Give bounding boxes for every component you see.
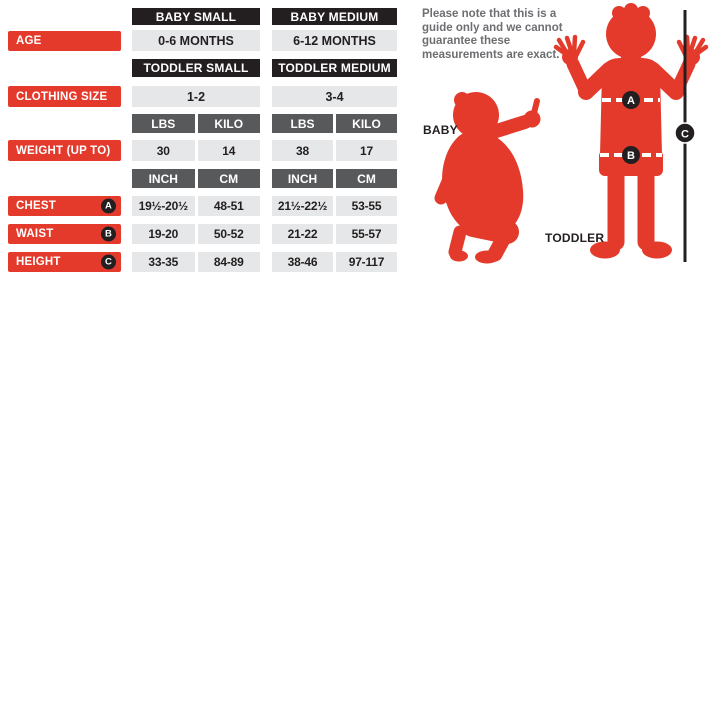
length-units-medium bbox=[272, 169, 397, 188]
toddler-medium-header bbox=[272, 59, 397, 77]
height-cm-value-text: 84-89 bbox=[213, 255, 244, 269]
marker-b-badge bbox=[101, 227, 116, 242]
weight-kilo-value-text: 17 bbox=[360, 143, 373, 158]
row-label-weight-text: WEIGHT (UP TO) bbox=[16, 144, 111, 157]
row-label-height-text: HEIGHT bbox=[16, 256, 61, 268]
figure-marker-b bbox=[622, 146, 640, 164]
waist-inch-value bbox=[272, 224, 333, 244]
chest-values-medium bbox=[272, 196, 397, 216]
weight-lbs-value bbox=[132, 140, 195, 161]
weight-lbs-value bbox=[272, 140, 333, 161]
height-inch-value bbox=[132, 252, 195, 272]
inch-header bbox=[272, 169, 333, 188]
cm-header bbox=[198, 169, 261, 188]
height-values-medium bbox=[272, 252, 397, 272]
inch-header bbox=[132, 169, 195, 188]
column-baby-small bbox=[132, 0, 260, 285]
row-label-weight bbox=[8, 140, 121, 161]
toddler-figure-label: TODDLER bbox=[545, 231, 605, 245]
weight-values-medium bbox=[272, 140, 397, 161]
row-label-clothing-size bbox=[8, 86, 121, 107]
height-inch-value-text: 38-46 bbox=[287, 255, 318, 269]
lbs-header-text: LBS bbox=[151, 116, 176, 131]
chest-cm-value-text: 53-55 bbox=[351, 199, 382, 213]
waist-cm-value bbox=[198, 224, 261, 244]
toddler-small-header-text: TODDLER SMALL bbox=[143, 61, 249, 75]
baby-small-header bbox=[132, 8, 260, 25]
waist-inch-value-text: 21-22 bbox=[287, 227, 318, 241]
figure-marker-a bbox=[622, 91, 640, 109]
baby-figure-label: BABY bbox=[423, 123, 458, 137]
weight-units-medium bbox=[272, 114, 397, 133]
length-units-small bbox=[132, 169, 260, 188]
row-label-chest bbox=[8, 196, 121, 216]
weight-lbs-value-text: 38 bbox=[296, 143, 309, 158]
height-values-small bbox=[132, 252, 260, 272]
height-inch-value bbox=[272, 252, 333, 272]
chest-inch-value-text: 19½-20½ bbox=[138, 199, 188, 213]
disclaimer-note: Please note that this is a guide only and we cannot guarantee these measurements are exact. bbox=[422, 8, 563, 61]
row-label-age-text: AGE bbox=[16, 35, 42, 47]
marker-b-letter: B bbox=[104, 228, 113, 240]
waist-inch-value bbox=[132, 224, 195, 244]
chest-inch-value bbox=[132, 196, 195, 216]
row-label-age bbox=[8, 31, 121, 51]
chest-cm-value-text: 48-51 bbox=[213, 199, 244, 213]
row-label-clothing-size-text: CLOTHING SIZE bbox=[16, 90, 108, 103]
chest-cm-value bbox=[198, 196, 261, 216]
waist-cm-value-text: 50-52 bbox=[213, 227, 244, 241]
marker-c-badge bbox=[101, 255, 116, 270]
lbs-header bbox=[272, 114, 333, 133]
height-cm-value-text: 97-117 bbox=[348, 255, 385, 269]
marker-c-letter: C bbox=[104, 256, 113, 268]
waist-cm-value-text: 55-57 bbox=[351, 227, 382, 241]
cm-header-text: CM bbox=[219, 171, 239, 186]
waist-values-small bbox=[132, 224, 260, 244]
marker-a-letter: A bbox=[104, 200, 113, 212]
height-cm-value bbox=[336, 252, 397, 272]
figure-marker-a-letter: A bbox=[627, 95, 635, 107]
kilo-header-text: KILO bbox=[214, 116, 244, 131]
inch-header-text: INCH bbox=[287, 171, 318, 186]
clothing-size-value-small-text: 1-2 bbox=[186, 89, 206, 104]
kilo-header bbox=[336, 114, 397, 133]
row-label-chest-text: CHEST bbox=[16, 200, 56, 212]
row-label-waist-text: WAIST bbox=[16, 228, 54, 240]
inch-header-text: INCH bbox=[148, 171, 178, 186]
weight-kilo-value bbox=[336, 140, 397, 161]
weight-values-small bbox=[132, 140, 260, 161]
lbs-header bbox=[132, 114, 195, 133]
chest-values-small bbox=[132, 196, 260, 216]
cm-header-text: CM bbox=[357, 171, 376, 186]
baby-medium-header bbox=[272, 8, 397, 25]
clothing-size-value-small bbox=[132, 86, 260, 107]
age-value-medium bbox=[272, 30, 397, 51]
baby-silhouette-icon bbox=[441, 92, 541, 264]
weight-kilo-value-text: 14 bbox=[222, 143, 236, 158]
baby-small-header-text: BABY SMALL bbox=[155, 9, 237, 24]
chest-inch-value bbox=[272, 196, 333, 216]
figure-marker-c bbox=[675, 123, 695, 143]
age-value-medium-text: 6-12 MONTHS bbox=[293, 33, 376, 48]
weight-lbs-value-text: 30 bbox=[156, 143, 170, 158]
weight-kilo-value bbox=[198, 140, 261, 161]
height-inch-value-text: 33-35 bbox=[148, 255, 179, 269]
toddler-medium-header-text: TODDLER MEDIUM bbox=[278, 61, 391, 75]
age-value-small bbox=[132, 30, 260, 51]
age-value-small-text: 0-6 MONTHS bbox=[158, 33, 234, 48]
height-cm-value bbox=[198, 252, 261, 272]
cm-header bbox=[336, 169, 397, 188]
figure-marker-c-letter: C bbox=[681, 128, 689, 141]
clothing-size-value-medium-text: 3-4 bbox=[325, 89, 344, 104]
kilo-header bbox=[198, 114, 261, 133]
waist-inch-value-text: 19-20 bbox=[148, 227, 179, 241]
lbs-header-text: LBS bbox=[290, 116, 315, 131]
figure-marker-b-letter: B bbox=[627, 150, 635, 162]
row-label-height bbox=[8, 252, 121, 272]
baby-medium-header-text: BABY MEDIUM bbox=[290, 9, 379, 24]
weight-units-small bbox=[132, 114, 260, 133]
marker-a-badge bbox=[101, 199, 116, 214]
chest-cm-value bbox=[336, 196, 397, 216]
column-baby-medium bbox=[272, 0, 397, 285]
chest-inch-value-text: 21½-22½ bbox=[277, 199, 328, 213]
clothing-size-value-medium bbox=[272, 86, 397, 107]
waist-values-medium bbox=[272, 224, 397, 244]
row-label-waist bbox=[8, 224, 121, 244]
toddler-small-header bbox=[132, 59, 260, 77]
waist-cm-value bbox=[336, 224, 397, 244]
kilo-header-text: KILO bbox=[352, 116, 381, 131]
